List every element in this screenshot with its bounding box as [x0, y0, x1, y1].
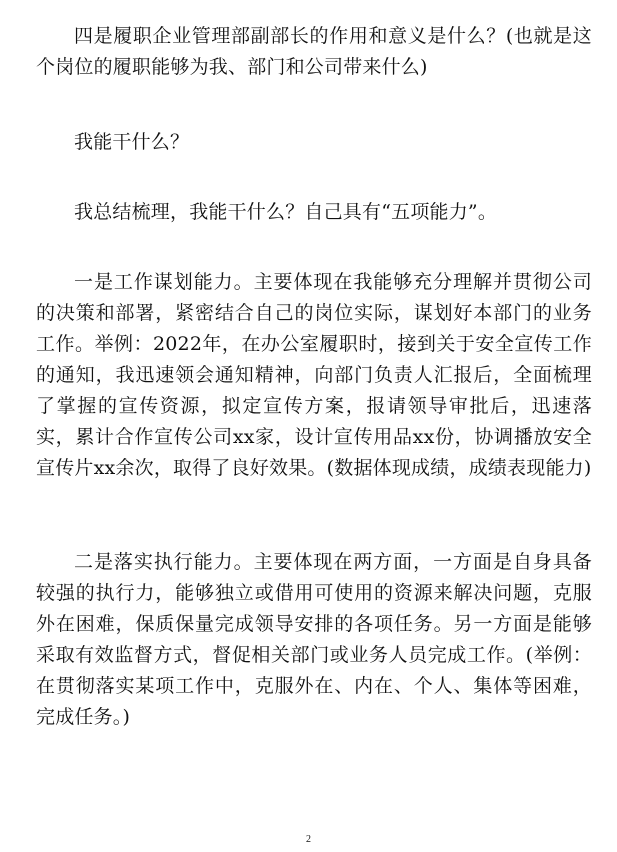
paragraph-what-can-i-do: 我能干什么？	[74, 131, 190, 153]
paragraph-five-abilities-summary: 我总结梳理，我能干什么？自己具有“五项能力”。	[74, 201, 498, 223]
paragraph-role-significance-question: 四是履职企业管理部副部长的作用和意义是什么？(也就是这个岗位的履职能够为我、部门和公司带来什么)	[36, 25, 592, 78]
paragraph-execution-ability: 二是落实执行能力。主要体现在两方面，一方面是自身具备较强的执行力，能够独立或借用可使用的资源来解决问题，克服外在困难，保质保量完成领导安排的各项任务。另一方面是能够采取有效监督方式，督促相关部门或业务人员完成工作。(举例：在贯彻落实某项工作中，克服外在、内在、个人、集体等困难，完成任务。)	[36, 551, 592, 728]
page-number: 2	[306, 834, 311, 845]
paragraph-planning-ability: 一是工作谋划能力。主要体现在我能够充分理解并贯彻公司的决策和部署，紧密结合自己的岗位实际，谋划好本部门的业务工作。举例：2022年，在办公室履职时，接到关于安全宣传工作的通知，我迅速领会通知精神，向部门负责人汇报后，全面梳理了掌握的宣传资源，拟定宣传方案，报请领导审批后，迅速落实，累计合作宣传公司xx家，设计宣传用品xx份，协调播放安全宣传片xx余次，取得了良好效果。(数据体现成绩，成绩表现能力)	[36, 271, 592, 479]
